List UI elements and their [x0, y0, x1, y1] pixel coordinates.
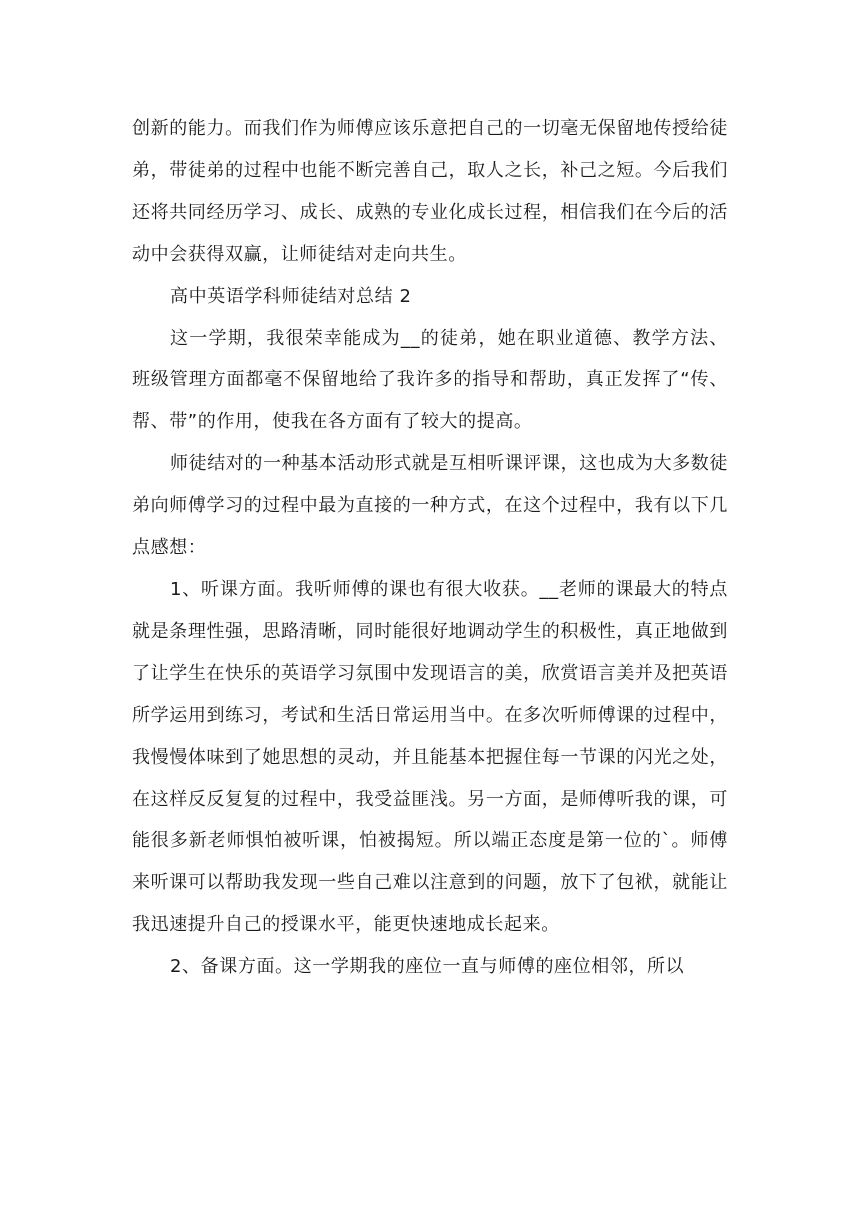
- paragraph-activity: 师徒结对的一种基本活动形式就是互相听课评课，这也成为大多数徒弟向师傅学习的过程中最为直接的一种方式，在这个过程中，我有以下几点感想：: [132, 453, 728, 559]
- paragraph-preparation: 2、备课方面。这一学期我的座位一直与师傅的座位相邻，所以: [170, 956, 685, 978]
- paragraph-continuation: 创新的能力。而我们作为师傅应该乐意把自己的一切毫无保留地传授给徒弟，带徒弟的过程中也能不断完善自己，取人之长，补己之短。今后我们还将共同经历学习、成长、成熟的专业化成长过程，相信我们在今后的活动中会获得双赢，让师徒结对走向共生。: [132, 118, 728, 265]
- document-body: [132, 108, 728, 988]
- section-heading: 高中英语学科师徒结对总结 2: [170, 285, 412, 307]
- paragraph-listening: 1、听课方面。我听师傅的课也有很大收获。__老师的课最大的特点就是条理性强，思路清晰，同时能很好地调动学生的积极性，真正地做到了让学生在快乐的英语学习氛围中发现语言的美，欣赏语言美并及把英语所学运用到练习，考试和生活日常运用当中。在多次听师傅课的过程中，我慢慢体味到了她思想的灵动，并且能基本把握住每一节课的闪光之处，在这样反反复复的过程中，我受益匪浅。另一方面，是师傅听我的课，可能很多新老师惧怕被听课，怕被揭短。所以端正态度是第一位的`。师傅来听课可以帮助我发现一些自己难以注意到的问题，放下了包袱，就能让我迅速提升自己的授课水平，能更快速地成长起来。: [132, 578, 728, 936]
- paragraph-intro: 这一学期，我很荣幸能成为__的徒弟，她在职业道德、教学方法、班级管理方面都毫不保留地给了我许多的指导和帮助，真正发挥了“传、帮、带”的作用，使我在各方面有了较大的提高。: [132, 327, 728, 433]
